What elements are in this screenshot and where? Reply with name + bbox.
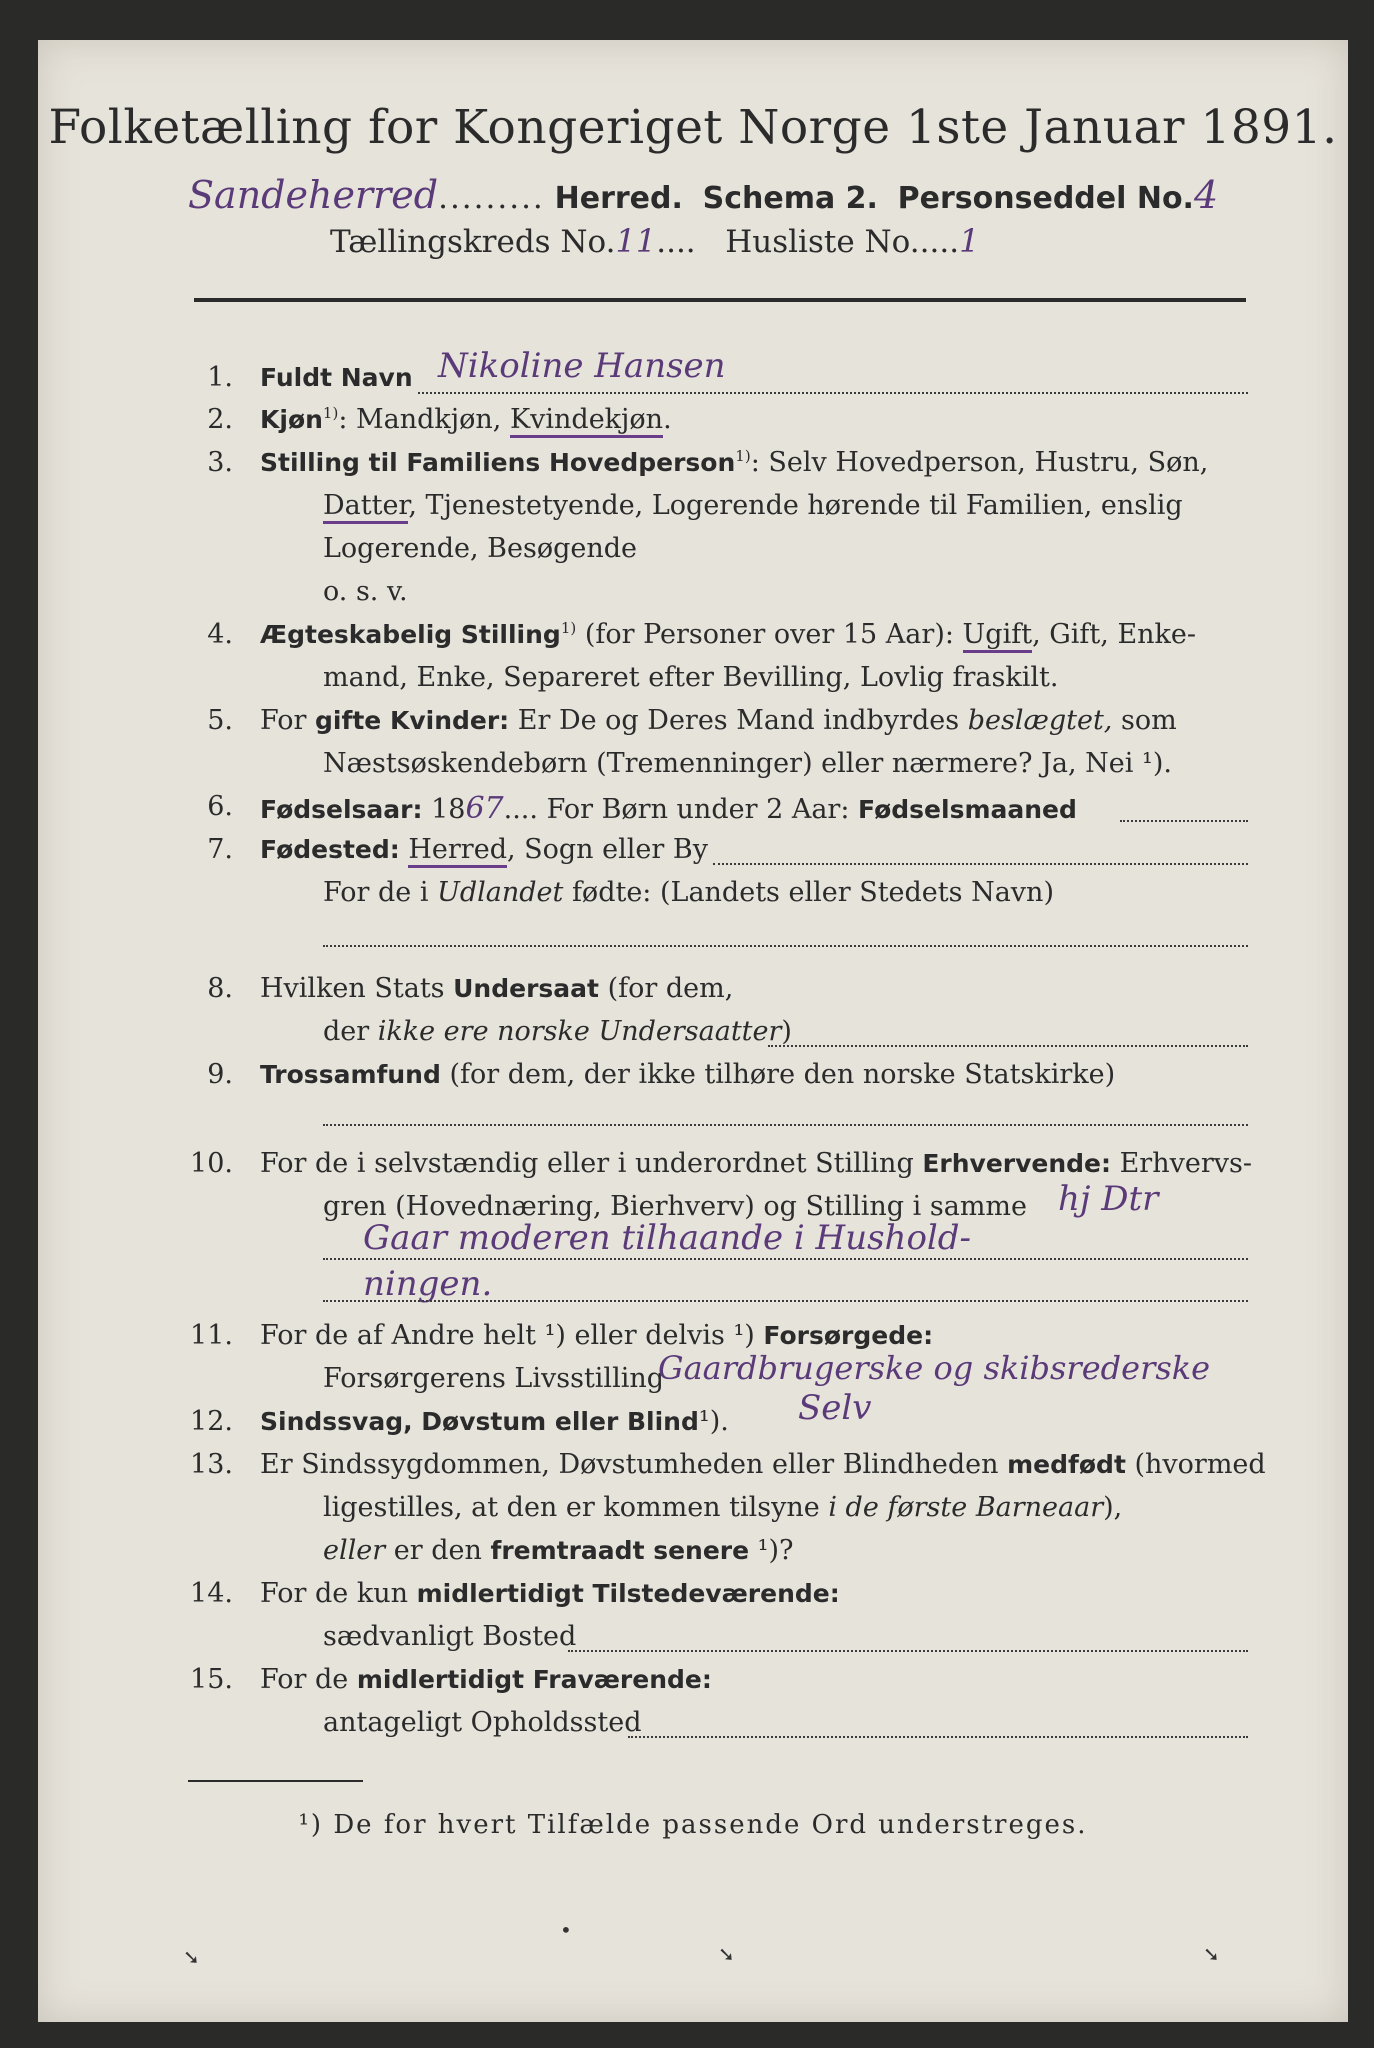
dotted-line	[568, 1650, 1248, 1652]
item-number: 11.	[190, 1320, 233, 1351]
dotted-line	[323, 1300, 1248, 1302]
line-1: For de i selvstændig eller i underordnet Stilling	[260, 1148, 923, 1179]
line-1: : Selv Hovedperson, Hustru, Søn,	[750, 447, 1209, 478]
item-number: 2.	[207, 404, 233, 435]
field-label: Sindssvag, Døvstum eller Blind	[260, 1407, 699, 1436]
line-2: , Tjenestetyende, Logerende hørende til Familien, enslig	[408, 490, 1183, 521]
italic-word: eller	[323, 1535, 386, 1566]
item-number: 3.	[207, 447, 233, 478]
line-2: antageligt Opholdssted	[323, 1707, 642, 1738]
dotted-line	[768, 1045, 1248, 1047]
field-label: midlertidigt Tilstedeværende:	[416, 1579, 840, 1608]
item-number: 6.	[207, 791, 233, 822]
line-1: For de kun	[260, 1578, 417, 1609]
field-label: Trossamfund	[260, 1060, 441, 1089]
husliste-handwriting: 1	[959, 222, 980, 260]
line-2: gren (Hovednæring, Bierhverv) og Stilling i samme	[323, 1191, 1028, 1222]
underlined-option: Ugift	[963, 619, 1033, 653]
footnote-ref: 1)	[735, 447, 751, 465]
line-2a: ligestilles, at den er kommen tilsyne	[323, 1492, 829, 1523]
underlined-option: Kvindekjøn	[510, 404, 663, 438]
year-handwriting: 67	[465, 791, 504, 826]
line-1a: Er De og Deres Mand indbyrdes	[509, 705, 968, 736]
item-number: 15.	[190, 1664, 233, 1695]
line-3a: er den	[385, 1535, 491, 1566]
line-1b: som	[1112, 705, 1177, 736]
item-number: 9.	[207, 1059, 233, 1090]
line-1: For de	[260, 1664, 357, 1695]
name-handwriting: Nikoline Hansen	[438, 346, 726, 386]
header-line-2: Tællingskreds No.11.... Husliste No.....1	[330, 222, 980, 260]
personseddel-handwriting: 4	[1193, 173, 1219, 217]
field-label: Kjøn	[260, 405, 323, 434]
line-3: Logerende, Besøgende	[323, 533, 637, 564]
item-number: 1.	[207, 362, 233, 393]
underlined-option: Datter	[323, 490, 408, 524]
line-1a: (for Personer over 15 Aar):	[576, 619, 963, 650]
registration-mark-icon: ➘	[183, 1945, 200, 1969]
period: .	[663, 404, 672, 435]
husliste-label: Husliste No.	[725, 224, 920, 260]
kreds-handwriting: 11	[615, 222, 657, 260]
dotted-line	[1120, 820, 1248, 822]
prefix: For	[260, 705, 316, 736]
dotted-line	[418, 392, 1248, 394]
kreds-label: Tællingskreds No.	[330, 224, 616, 260]
herred-handwriting: Sandeherred	[188, 173, 439, 217]
erhverv-handwriting-2: Gaar moderen tilhaande i Hushold-	[363, 1218, 972, 1258]
line-1: For de af Andre helt ¹) eller delvis ¹)	[260, 1320, 764, 1351]
dotted-line	[323, 945, 1248, 947]
italic-word: Udlandet	[437, 877, 564, 908]
underlined-option: Herred	[408, 834, 507, 868]
field-label: Erhvervende:	[922, 1149, 1112, 1178]
italic-word: beslægtet,	[967, 705, 1113, 736]
dot-mark-icon: •	[560, 1918, 572, 1942]
line-1: Er Sindssygdommen, Døvstumheden eller Blindheden	[260, 1449, 1008, 1480]
field-label: Fødested:	[260, 835, 400, 864]
dotted-line	[628, 1736, 1248, 1738]
erhverv-handwriting-3: ningen.	[363, 1264, 493, 1304]
field-label: medfødt	[1007, 1450, 1126, 1479]
field-label: Stilling til Familiens Hovedperson	[260, 448, 736, 477]
dotted-line	[323, 1258, 1248, 1260]
registration-mark-icon: ➘	[718, 1942, 735, 1966]
item-number: 7.	[207, 834, 233, 865]
field-label: Forsørgede:	[763, 1321, 934, 1350]
footnote-ref: 1)	[560, 619, 577, 637]
line-2b: ),	[1103, 1492, 1123, 1523]
item-number: 8.	[207, 973, 233, 1004]
form-title: Folketælling for Kongeriget Norge 1ste Januar 1891.	[48, 100, 1338, 155]
line-2: Forsørgerens Livsstilling	[323, 1363, 665, 1394]
mid-text: For Børn under 2 Aar:	[537, 794, 859, 825]
options: : Mandkjøn,	[338, 404, 510, 435]
header-rule	[194, 298, 1246, 302]
footnote-ref: 1)	[322, 404, 339, 422]
line-2a: der	[323, 1016, 378, 1047]
item-number: 4.	[207, 619, 233, 650]
census-form: Folketælling for Kongeriget Norge 1ste Januar 1891. Sandeherred......... Herred. Schema 2. Personseddel No.4 Tællingskreds No.11.... Husliste No.....1 1. Fuldt Navn Nikoline Hansen 2. Kjøn$^{1)}$: Mandkjøn, Kvindekjøn. 3. Stilling til Familiens Hovedperson$^{1)}$: Selv Hovedperson, Hustru, Søn, Datter, Tjenestetyende, Logerende hørende til Familien, enslig Logerende, Besøgende o. s. v. 4. Ægteskabelig Stilling$^{1)}$ (for Personer over 15 Aar): Ugift, Gift, Enke- mand, Enke, Separeret efter Bevilling, Lovlig fraskilt. 5. For gifte Kvinder: Er De og Deres Mand indbyrdes beslægtet, som Næstsøskendebørn (Tremenninger) eller nærmere? Ja, Nei ¹). 6. Fødselsaar: 1867.... For Børn under 2 Aar: Fødselsmaaned 7. Fødested: Herred, Sogn eller By For de i Udlandet fødte: (Landets eller Stedets Navn) 8. Hvilken Stats Undersaat (for dem, der ikke ere norske Undersaatter) 9. Trossamfund (for dem, der ikke tilhøre den norske Statskirke) 10. For de i selvstændig eller i underordnet Stilling Erhvervende: Erhvervs- gren (Hovednæring, Bierhverv) og Stilling i samme hj Dtr Gaar moderen tilhaande i Hushold- ningen. 11. For de af Andre helt ¹) eller delvis ¹) Forsørgede: Forsørgerens Livsstilling Gaardbrugerske og skibsrederske 12. Sindssvag, Døvstum eller Blind¹). Selv 13. Er Sindssygdommen, Døvstumheden eller Blindheden medfødt (hvormed ligestilles, at den er kommen tilsyne i de første Barneaar), eller er den fremtraadt senere ¹)? 14. For de kun midlertidigt Tilstedeværende: sædvanligt Bosted 15. For de midlertidigt Fraværende: antageligt Opholdssted ¹) De for hvert Tilfælde passende Ord understreges. ➘ • ➘ ➘	[38, 40, 1348, 2022]
personseddel-label: Personseddel No.	[897, 181, 1194, 216]
field-label-2: Fødselsmaaned	[858, 795, 1077, 824]
footnote-ref: ¹).	[698, 1406, 729, 1437]
registration-mark-icon: ➘	[1203, 1942, 1220, 1966]
footnote-rule	[188, 1780, 363, 1782]
line-2b: )	[781, 1016, 792, 1047]
field-label: Fødselsaar:	[260, 795, 423, 824]
field-label: gifte Kvinder:	[315, 706, 510, 735]
italic-phrase: ikke ere norske Undersaatter	[377, 1016, 782, 1047]
rest: , Sogn eller By	[506, 834, 708, 865]
line-1b: (hvormed	[1125, 1449, 1266, 1480]
line-2: sædvanligt Bosted	[323, 1621, 577, 1652]
year-prefix: 18	[422, 794, 466, 825]
item-number: 10.	[190, 1148, 233, 1179]
field-label: Ægteskabelig Stilling	[260, 620, 561, 649]
item-number: 12.	[190, 1406, 233, 1437]
header-line-1: Sandeherred......... Herred. Schema 2. Personseddel No.4	[188, 173, 1219, 217]
dotted-line	[323, 1124, 1248, 1126]
line-1b: Erhvervs-	[1111, 1148, 1252, 1179]
herred-label: Herred.	[554, 181, 683, 216]
erhverv-handwriting-1: hj Dtr	[1058, 1179, 1159, 1219]
line-3b: ¹)?	[749, 1535, 794, 1566]
dotted-line	[713, 863, 1248, 865]
rest: (for dem, der ikke tilhøre den norske Statskirke)	[440, 1059, 1116, 1090]
line-2b: fødte: (Landets eller Stedets Navn)	[563, 877, 1054, 908]
line-2: mand, Enke, Separeret efter Bevilling, Lovlig fraskilt.	[323, 662, 1059, 693]
forsorger-handwriting: Gaardbrugerske og skibsrederske	[658, 1349, 1211, 1387]
field-label: Undersaat	[453, 974, 599, 1003]
italic-phrase: i de første Barneaar	[828, 1492, 1104, 1523]
line-2a: For de i	[323, 877, 438, 908]
field-label: Fuldt Navn	[260, 363, 413, 392]
line-1b: , Gift, Enke-	[1032, 619, 1197, 650]
line-1b: (for dem,	[598, 973, 734, 1004]
item-number: 5.	[207, 705, 233, 736]
line-2: Næstsøskendebørn (Tremenninger) eller nærmere? Ja, Nei ¹).	[323, 748, 1172, 779]
footnote: ¹) De for hvert Tilfælde passende Ord understreges.	[298, 1810, 1088, 1840]
field-label-2: fremtraadt senere	[490, 1536, 750, 1565]
field-label: midlertidigt Fraværende:	[356, 1665, 712, 1694]
item-number: 13.	[190, 1449, 233, 1480]
schema-label: Schema 2.	[702, 181, 878, 216]
line-4: o. s. v.	[323, 576, 408, 607]
item-number: 14.	[190, 1578, 233, 1609]
line-1a: Hvilken Stats	[260, 973, 454, 1004]
sindssvag-handwriting: Selv	[798, 1388, 872, 1428]
